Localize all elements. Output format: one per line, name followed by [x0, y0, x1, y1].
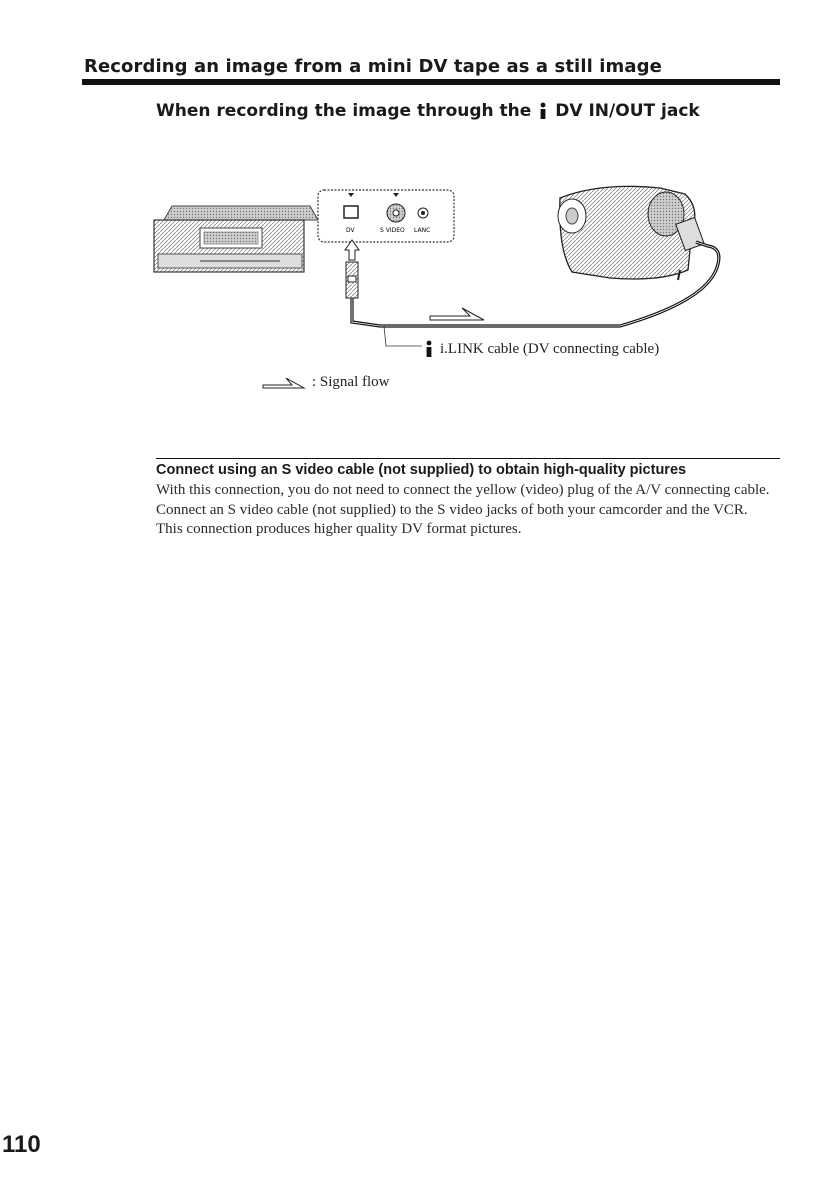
- ilink-icon: [537, 102, 549, 120]
- cable-label: [423, 340, 659, 358]
- note-body: [156, 481, 784, 540]
- note-rule: [156, 458, 780, 459]
- cable-leader-line: [384, 326, 422, 346]
- jack-label-lanc: LANC: [414, 227, 431, 234]
- subsection-title: [156, 101, 700, 121]
- page-number: 110: [2, 1131, 41, 1158]
- jack-label-dv: DV: [346, 227, 355, 234]
- note-heading: Connect using an S video cable (not supplied) to obtain high-quality pictures: [156, 462, 687, 478]
- ilink-icon: [423, 340, 435, 358]
- signal-flow-icon: [262, 376, 306, 390]
- signal-flow-legend: [262, 374, 390, 391]
- vcr-jack-panel: [318, 190, 454, 242]
- vcr-illustration: [154, 206, 318, 272]
- signal-flow-arrow: [430, 308, 484, 320]
- connection-diagram: [140, 180, 740, 400]
- section-title: Recording an image from a mini DV tape as a still image: [84, 56, 662, 77]
- subtitle-text-start: When recording the image through the: [156, 101, 532, 121]
- jack-label-svideo: S VIDEO: [380, 227, 405, 234]
- subtitle-text-end: DV IN/OUT jack: [555, 101, 700, 121]
- section-title-rule: [82, 79, 780, 85]
- camcorder-illustration: [558, 186, 704, 280]
- cable-label-text: i.LINK cable (DV connecting cable): [440, 340, 660, 357]
- note-paragraph: With this connection, you do not need to connect the yellow (video) plug of the A/V connecting cable.: [156, 482, 770, 498]
- signal-flow-label: : Signal flow: [312, 374, 390, 390]
- note-paragraph: Connect an S video cable (not supplied) to the S video jacks of both your camcorder and the VCR.: [156, 501, 748, 518]
- dv-plug: [345, 240, 359, 298]
- note-paragraph: This connection produces higher quality DV format pictures.: [156, 521, 522, 538]
